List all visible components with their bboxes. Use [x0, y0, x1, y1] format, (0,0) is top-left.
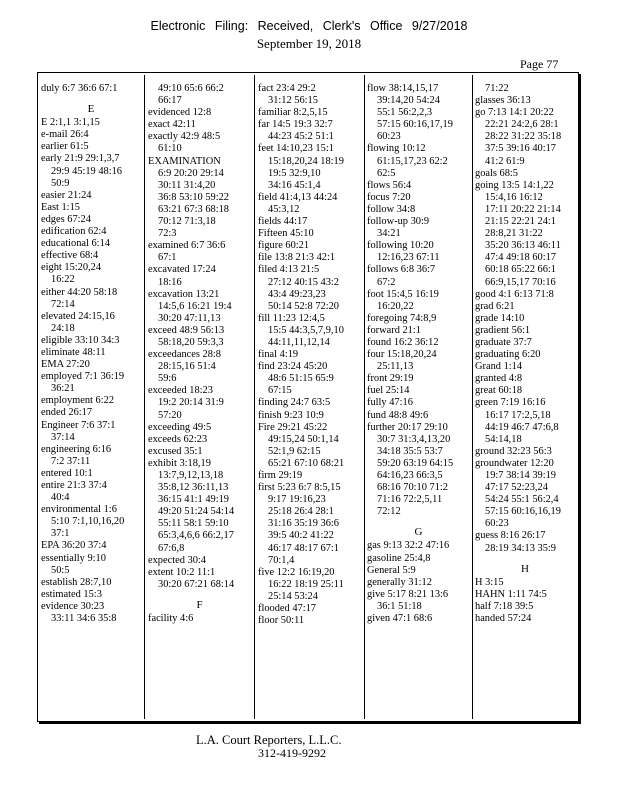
index-entry: exceeds 62:23 [148, 433, 208, 445]
index-entry: floor 50:11 [258, 615, 305, 627]
index-entry-continuation: 19:5 32:9,10 [268, 167, 321, 179]
index-entry: elevated 24:15,16 [41, 310, 115, 322]
index-entry: gas 9:13 32:2 47:16 [367, 540, 450, 552]
index-entry-continuation: 40:4 [51, 492, 70, 504]
index-entry: excavation 13:21 [148, 288, 220, 300]
index-entry-continuation: 57:15 60:16,16,19 [485, 506, 561, 518]
index-entry: groundwater 12:20 [475, 457, 554, 469]
index-entry-continuation: 36:15 41:1 49:19 [158, 494, 230, 506]
index-entry: glasses 36:13 [475, 95, 531, 107]
index-entry: employed 7:1 36:19 [41, 371, 125, 383]
index-entry-continuation: 44:11,11,12,14 [268, 336, 330, 348]
index-entry: grade 14:10 [475, 312, 525, 324]
index-entry: going 13:5 14:1,22 [475, 179, 554, 191]
index-entry-continuation: 12:16,23 67:11 [377, 252, 440, 264]
index-entry-continuation: 50:9 [51, 177, 70, 189]
index-entry-continuation: 13:7,9,12,13,18 [158, 470, 224, 481]
index-entry-continuation: 37:1 [51, 528, 70, 540]
index-entry-continuation: 6:9 20:20 29:14 [158, 167, 224, 179]
index-column-5 [475, 83, 575, 721]
index-entry-continuation: 15:18,20,24 18:19 [268, 155, 344, 167]
index-entry: exact 42:11 [148, 119, 196, 131]
index-entry: e-mail 26:4 [41, 129, 89, 141]
index-entry: half 7:18 39:5 [475, 600, 534, 612]
index-entry: graduate 37:7 [475, 336, 532, 348]
index-column-4 [367, 83, 470, 721]
index-entry: goals 68:5 [475, 167, 519, 179]
index-entry: great 60:18 [475, 385, 523, 397]
index-entry: entire 21:3 37:4 [41, 480, 107, 491]
index-entry-continuation: 68:16 70:10 71:2 [377, 482, 449, 494]
index-entry: duly 6:7 36:6 67:1 [41, 83, 118, 94]
index-entry-continuation: 72:14 [51, 298, 75, 310]
index-entry-continuation: 25:14 53:24 [268, 590, 318, 602]
index-entry: flow 38:14,15,17 [367, 83, 439, 94]
index-entry: expected 30:4 [148, 554, 206, 566]
index-entry-continuation: 25:11,13 [377, 361, 414, 373]
index-entry: HAHN 1:11 74:5 [475, 588, 547, 600]
index-entry: East 1:15 [41, 201, 80, 213]
index-entry-continuation: 57:15 60:16,17,19 [377, 119, 453, 131]
index-entry: further 20:17 29:10 [367, 421, 448, 433]
index-entry-continuation: 65:21 67:10 68:21 [268, 457, 345, 469]
index-entry-continuation: 67:2 [377, 276, 396, 288]
index-entry-continuation: 27:12 40:15 43:2 [268, 276, 340, 288]
index-entry: fields 44:17 [258, 216, 308, 228]
index-entry: ended 26:17 [41, 407, 93, 419]
index-entry-continuation: 34:16 45:1,4 [268, 179, 321, 191]
index-entry: EPA 36:20 37:4 [41, 540, 107, 552]
column-divider [144, 75, 145, 719]
index-entry-continuation: 30:11 31:4,20 [158, 179, 216, 191]
index-entry-continuation: 19:7 38:14 39:19 [485, 470, 557, 481]
index-entry-continuation: 70:12 71:3,18 [158, 216, 216, 228]
index-entry-continuation: 16:20,22 [377, 300, 414, 312]
index-entry: final 4:19 [258, 349, 299, 361]
index-entry: finish 9:23 10:9 [258, 409, 324, 421]
index-entry-continuation: 22:21 24:2,6 28:1 [485, 119, 559, 131]
column-divider [364, 75, 365, 719]
index-entry: General 5:9 [367, 564, 416, 576]
index-entry-continuation: 44:19 46:7 47:6,8 [485, 421, 559, 433]
index-entry: field 41:4,13 44:24 [258, 191, 338, 203]
index-entry: first 5:23 6:7 8:5,15 [258, 482, 341, 494]
index-entry: easier 21:24 [41, 189, 92, 201]
index-entry: granted 4:8 [475, 373, 523, 385]
index-entry: Engineer 7:6 37:1 [41, 419, 116, 431]
index-entry: educational 6:14 [41, 238, 110, 250]
index-entry: eliminate 48:11 [41, 346, 106, 358]
index-entry: flowing 10:12 [367, 143, 426, 155]
index-entry-continuation: 21:15 22:21 24:1 [485, 216, 557, 228]
index-entry: ground 32:23 56:3 [475, 445, 552, 457]
index-entry-continuation: 35:8,12 36:11,13 [158, 482, 229, 494]
index-entry-continuation: 66:17 [158, 95, 182, 107]
index-entry-continuation: 52:1,9 62:15 [268, 445, 321, 457]
index-entry-continuation: 49:15,24 50:1,14 [268, 433, 339, 445]
reporter-phone: 312-419-9292 [258, 746, 326, 760]
column-divider [254, 75, 255, 719]
index-entry-continuation: 28:8,21 31:22 [485, 228, 543, 240]
index-entry-continuation: 64:16,23 66:3,5 [377, 470, 443, 481]
index-entry-continuation: 16:22 18:19 25:11 [268, 578, 344, 590]
index-entry: handed 57:24 [475, 613, 532, 625]
index-entry-continuation: 39:5 40:2 41:22 [268, 530, 334, 542]
reporter-name: L.A. Court Reporters, L.L.C. [196, 733, 342, 747]
index-entry: exceedances 28:8 [148, 349, 221, 361]
index-entry: EXAMINATION [148, 155, 221, 167]
index-entry-continuation: 50:5 [51, 564, 70, 576]
index-entry-continuation: 61:15,17,23 62:2 [377, 155, 448, 167]
index-entry: fact 23:4 29:2 [258, 83, 316, 94]
index-entry: either 44:20 58:18 [41, 286, 118, 298]
index-entry: exceed 48:9 56:13 [148, 324, 225, 336]
index-entry-continuation: 67:6,8 [158, 542, 185, 554]
index-entry: facility 4:6 [148, 613, 194, 625]
index-entry: finding 24:7 63:5 [258, 397, 331, 409]
section-letter: E [87, 103, 95, 116]
index-entry: five 12:2 16:19,20 [258, 566, 335, 578]
index-entry-continuation: 15:4,16 16:12 [485, 191, 543, 203]
index-entry-continuation: 28:22 31:22 35:18 [485, 131, 562, 143]
index-entry-continuation: 37:5 39:16 40:17 [485, 143, 557, 155]
index-entry-continuation: 58:18,20 59:3,3 [158, 336, 224, 348]
index-entry: fund 48:8 49:6 [367, 409, 429, 421]
index-entry: exactly 42:9 48:5 [148, 131, 221, 143]
index-entry: eight 15:20,24 [41, 262, 102, 274]
index-entry-continuation: 60:23 [485, 518, 509, 530]
index-entry-continuation: 55:11 58:1 59:10 [158, 518, 229, 530]
index-entry-continuation: 41:2 61:9 [485, 155, 525, 167]
index-entry-continuation: 25:18 26:4 28:1 [268, 506, 334, 518]
index-entry: estimated 15:3 [41, 588, 102, 600]
index-entry-continuation: 43:4 49:23,23 [268, 288, 326, 300]
index-entry: follow-up 30:9 [367, 216, 430, 228]
index-entry-continuation: 16:17 17:2,5,18 [485, 409, 551, 421]
index-entry-continuation: 31:16 35:19 36:6 [268, 518, 340, 530]
index-entry: grad 6:21 [475, 300, 515, 312]
index-entry-continuation: 19:2 20:14 31:9 [158, 397, 224, 409]
index-entry-continuation: 63:21 67:3 68:18 [158, 203, 230, 215]
word-index-box [37, 72, 579, 722]
index-entry-continuation: 57:20 [158, 409, 182, 421]
index-entry-continuation: 34:21 [377, 228, 401, 240]
index-entry-continuation: 30:20 47:11,13 [158, 312, 221, 324]
index-entry: extent 10:2 11:1 [148, 566, 216, 578]
index-entry-continuation: 54:14,18 [485, 433, 522, 445]
index-entry: Grand 1:14 [475, 361, 523, 373]
index-entry-continuation: 47:4 49:18 60:17 [485, 252, 557, 264]
index-entry-continuation: 44:23 45:2 51:1 [268, 131, 334, 143]
index-entry: familiar 8:2,5,15 [258, 107, 328, 119]
index-entry-continuation: 67:15 [268, 385, 292, 397]
index-entry-continuation: 9:17 19:16,23 [268, 494, 326, 506]
index-column-3 [258, 83, 361, 721]
index-entry-continuation: 67:1 [158, 252, 177, 264]
index-entry: good 4:1 6:13 71:8 [475, 288, 554, 300]
index-entry: H 3:15 [475, 576, 504, 588]
index-entry-continuation: 15:5 44:3,5,7,9,10 [268, 324, 344, 336]
index-entry: find 23:24 45:20 [258, 361, 328, 373]
index-entry: exceeded 18:23 [148, 385, 213, 397]
index-entry: far 14:5 19:3 32:7 [258, 119, 333, 131]
index-entry-continuation: 31:12 56:15 [268, 95, 318, 107]
index-entry-continuation: 61:10 [158, 143, 182, 155]
index-entry: flooded 47:17 [258, 603, 317, 615]
index-entry: generally 31:12 [367, 576, 432, 588]
index-entry: edification 62:4 [41, 226, 107, 238]
index-entry: employment 6:22 [41, 395, 115, 407]
index-entry-continuation: 71:22 [485, 83, 509, 94]
index-entry-continuation: 49:20 51:24 54:14 [158, 506, 235, 518]
section-letter: G [414, 526, 423, 539]
index-entry: give 5:17 8:21 13:6 [367, 588, 449, 600]
index-entry: entered 10:1 [41, 467, 93, 479]
index-entry-continuation: 33:11 34:6 35:8 [51, 613, 117, 625]
index-entry-continuation: 72:3 [158, 228, 177, 240]
index-entry-continuation: 49:10 65:6 66:2 [158, 83, 224, 94]
index-entry-continuation: 35:20 36:13 46:11 [485, 240, 561, 252]
index-entry-continuation: 59:20 63:19 64:15 [377, 457, 454, 469]
index-entry-continuation: 65:3,4,6,6 66:2,17 [158, 530, 234, 542]
index-entry: forward 21:1 [367, 324, 421, 336]
index-entry-continuation: 60:23 [377, 131, 401, 143]
index-entry: earlier 61:5 [41, 141, 89, 153]
index-entry: engineering 6:16 [41, 443, 112, 455]
index-entry: establish 28:7,10 [41, 576, 112, 588]
index-entry: flows 56:4 [367, 179, 412, 191]
index-entry: gradient 56:1 [475, 324, 531, 336]
index-entry: firm 29:19 [258, 470, 303, 481]
index-entry: exceeding 49:5 [148, 421, 212, 433]
index-entry-continuation: 30:20 67:21 68:14 [158, 578, 235, 590]
index-entry-continuation: 24:18 [51, 322, 75, 334]
section-letter: F [196, 598, 203, 611]
index-entry-continuation: 14:5,6 16:21 19:4 [158, 300, 232, 312]
index-entry-continuation: 55:1 56:2,2,3 [377, 107, 433, 119]
index-entry: green 7:19 16:16 [475, 397, 546, 409]
index-entry: examined 6:7 36:6 [148, 240, 226, 252]
index-entry-continuation: 17:11 20:22 21:14 [485, 203, 561, 215]
index-column-1 [41, 83, 141, 721]
index-entry: go 7:13 14:1 20:22 [475, 107, 554, 119]
column-divider [472, 75, 473, 719]
index-entry-continuation: 47:17 52:23,24 [485, 482, 548, 494]
index-entry-continuation: 48:6 51:15 65:9 [268, 373, 334, 385]
index-entry-continuation: 59:6 [158, 373, 177, 385]
index-entry: foot 15:4,5 16:19 [367, 288, 439, 300]
index-entry: E 2:1,1 3:1,15 [41, 117, 100, 129]
index-entry: exhibit 3:18,19 [148, 457, 211, 469]
index-entry: fuel 25:14 [367, 385, 410, 397]
index-entry: evidenced 12:8 [148, 107, 212, 119]
index-entry-continuation: 46:17 48:17 67:1 [268, 542, 340, 554]
index-entry: excavated 17:24 [148, 264, 216, 276]
index-entry-continuation: 71:16 72:2,5,11 [377, 494, 443, 506]
index-entry: feet 14:10,23 15:1 [258, 143, 334, 155]
index-entry: early 21:9 29:1,3,7 [41, 153, 120, 165]
index-column-2 [148, 83, 251, 721]
index-entry-continuation: 29:9 45:19 48:16 [51, 165, 123, 177]
index-entry-continuation: 39:14,20 54:24 [377, 95, 440, 107]
index-entry: environmental 1:6 [41, 504, 117, 516]
index-entry: guess 8:16 26:17 [475, 530, 546, 542]
index-entry: edges 67:24 [41, 213, 91, 225]
filing-stamp: Electronic Filing: Received, Clerk's Office 9/27/2018 [150, 19, 468, 33]
index-entry: foregoing 74:8,9 [367, 312, 437, 324]
index-entry: filed 4:13 21:5 [258, 264, 320, 276]
index-entry-continuation: 28:19 34:13 35:9 [485, 542, 557, 554]
index-entry: effective 68:4 [41, 250, 99, 262]
index-entry-continuation: 36:21 [51, 383, 75, 395]
index-entry: figure 60:21 [258, 240, 310, 252]
index-entry-continuation: 34:18 35:5 53:7 [377, 445, 443, 457]
index-entry: essentially 9:10 [41, 552, 106, 564]
index-entry: given 47:1 68:6 [367, 613, 433, 625]
index-entry-continuation: 54:24 55:1 56:2,4 [485, 494, 559, 506]
index-entry: evidence 30:23 [41, 600, 105, 612]
index-entry-continuation: 30:7 31:3,4,13,20 [377, 433, 451, 445]
page-number: Page 77 [520, 57, 559, 71]
index-entry: fill 11:23 12:4,5 [258, 312, 325, 324]
index-entry-continuation: 16:22 [51, 274, 75, 286]
index-entry: gasoline 25:4,8 [367, 552, 431, 564]
index-entry: EMA 27:20 [41, 359, 90, 371]
index-entry-continuation: 50:14 52:8 72:20 [268, 300, 340, 312]
index-entry: front 29:19 [367, 373, 414, 385]
index-entry-continuation: 36:8 53:10 59:22 [158, 191, 230, 203]
index-entry: excused 35:1 [148, 445, 203, 457]
index-entry: graduating 6:20 [475, 349, 541, 361]
index-entry: follows 6:8 36:7 [367, 264, 436, 276]
index-entry: focus 7:20 [367, 191, 411, 203]
index-entry-continuation: 45:3,12 [268, 203, 300, 215]
index-entry: eligible 33:10 34:3 [41, 334, 120, 346]
index-entry: following 10:20 [367, 240, 434, 252]
index-entry-continuation: 37:14 [51, 431, 75, 443]
index-entry-continuation: 62:5 [377, 167, 396, 179]
transcript-date: September 19, 2018 [256, 36, 362, 51]
index-entry-continuation: 66:9,15,17 70:16 [485, 276, 556, 288]
index-entry-continuation: 72:12 [377, 506, 401, 518]
index-entry-continuation: 70:1,4 [268, 554, 295, 566]
index-entry-continuation: 60:18 65:22 66:1 [485, 264, 557, 276]
index-entry-continuation: 5:10 7:1,10,16,20 [51, 516, 125, 528]
index-entry: Fire 29:21 45:22 [258, 421, 328, 433]
index-entry-continuation: 7:2 37:11 [51, 455, 91, 467]
index-entry: found 16:2 36:12 [367, 336, 439, 348]
section-letter: H [521, 562, 529, 575]
index-entry: fully 47:16 [367, 397, 413, 409]
index-entry-continuation: 18:16 [158, 276, 182, 288]
index-entry-continuation: 36:1 51:18 [377, 600, 422, 612]
index-entry-continuation: 28:15,16 51:4 [158, 361, 216, 373]
index-entry: Fifteen 45:10 [258, 228, 314, 240]
index-entry: four 15:18,20,24 [367, 349, 437, 361]
index-entry: file 13:8 21:3 42:1 [258, 252, 336, 264]
index-entry: follow 34:8 [367, 203, 416, 215]
